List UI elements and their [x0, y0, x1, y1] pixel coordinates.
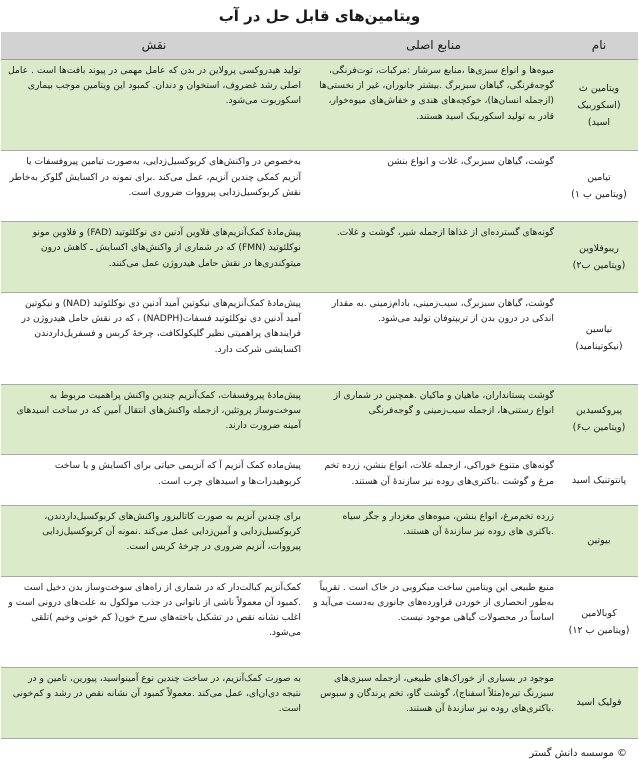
vitamin-alt-name: (ویتامین ب ۱۲) — [568, 624, 630, 636]
sources-cell: زرده تخم‌مرغ، انواع بنشن، میوه‌های مغزدار و جگر سیاه .باکتری های روده نیز سازندهٔ آن هستند. — [307, 505, 560, 576]
role-cell: تولید هیدروکسی پرولاین در بدن که عامل مهمی در پیوند بافت‌ها است . عامل اصلی رشد غضروف، استخوان و دندان. کمبود این ویتامین موجب بیماری اسکوربوت می‌شود. — [1, 60, 307, 151]
table-row — [1, 505, 638, 576]
vitamin-name: فولیک اسید — [576, 697, 622, 709]
vitamin-name: ویتامین ث — [578, 82, 620, 94]
vitamin-name-cell — [560, 222, 638, 293]
sources-cell: گوشت پستانداران، ماهیان و ماکیان .همچنین در شماری از انواع رستنی‌ها، ازجمله سیب‌زمینی و گوجه‌فرنگی — [307, 384, 560, 455]
sources-cell: موجود در بسیاری از خوراک‌های طبیعی، ازجمله سبزی‌های سبزرنگ تیره(مثلاً اسفناج)، گوشت گاو، تخم پرندگان و سبوس .باکتری‌های روده نیز سازندهٔ آن هستند. — [307, 668, 560, 739]
table-row — [1, 668, 638, 739]
vitamin-alt-name: (ویتامین ب۲) — [572, 260, 626, 272]
vitamin-name: پیروکسیدین — [575, 405, 623, 417]
vitamin-name-cell — [560, 505, 638, 576]
sources-cell: میوه‌ها و انواع سبزی‌ها ،منابع سرشار :مرکبات، توت‌فرنگی، گوجه‌فرنگی، گیاهان سبزبرگ .بیشتر جانوران، غیر از نخستی‌ها (ازجمله انسان‌ها)، خوکچه‌های هندی و خفاش‌های میوه‌خوار، قادر به تولید اسکوربیک اسید هستند. — [307, 60, 560, 151]
role-cell: پیش‌مادهٔ کمک‌آنزیم‌های فلاوین آدنین دی نوکلئوتید (FAD) و فلاوین مونو نوکلئوتید (FMN) که در شماری از واکنش‌های اکسایش ـ کاهش درون میتوکندری‌ها در نقش حامل هیدروژن عمل می‌کنند. — [1, 222, 307, 293]
role-cell: برای چندین آنزیم به صورت کاتالیزور واکنش‌های کربوکسیل‌داردندن، کربوکسیل‌زدایی و آمین‌زدایی عمل می‌کند .نمونه آن کربوکسیل‌زدایی پیرووات، آنزیم ضروری در چرخهٔ کربس است. — [1, 505, 307, 576]
vitamin-name-cell — [560, 384, 638, 455]
table-row — [1, 455, 638, 505]
role-cell: پیش‌مادهٔ پیروفسفات، کمک‌آنزیم چندین واکنش پراهمیت مربوط به سوخت‌وساز پروتئین، ازجمله واکنش‌های انتقال آمین که در ساخت اسیدهای آمینه ضرورت دارند. — [1, 384, 307, 455]
sources-cell: گوشت، گیاهان سبزبرگ، سیب‌زمینی، بادام‌زمینی .به مقدار اندکی در درون بدن از تریپتوفان تولید می‌شود. — [307, 293, 560, 384]
vitamin-name: بیوتین — [587, 535, 611, 547]
vitamin-alt-name: (نیکوتینامید) — [575, 341, 623, 353]
role-cell: پیش‌مادهٔ کمک‌آنزیم‌های نیکوتین آمید آدنین دی نوکلئوتید (NAD) و نیکوتین آمید آدنین دی نوکلئوتید فسفات(NADPH) ، که در نقش حامل هیدروژن در فرایندهای پراهمیتی نظیر گلیکولکافت، چرخهٔ کربس و فسفریل‌داردندن اکسایشی شرکت دارد. — [1, 293, 307, 384]
vitamin-name: کوبالامین — [581, 607, 617, 619]
vitamin-name-cell — [560, 668, 638, 739]
vitamin-alt-name: (ویتامین ب ۱) — [571, 189, 627, 201]
vitamin-name-cell — [560, 576, 638, 667]
vitamin-name: تیامین — [587, 172, 611, 184]
sources-cell: گونه‌های گسترده‌ای از غذاها ازجمله شیر، گوشت و غلات. — [307, 222, 560, 293]
role-cell: پیش‌ماده کمک آنزیم آ که آنزیمی حیاتی برای اکسایش و یا ساخت کربوهیدرات‌ها و اسیدهای چرب است. — [1, 455, 307, 505]
copyright-footer: © موسسه دانش گستر — [529, 748, 627, 759]
role-cell: به صورت کمک‌آنزیم، در ساخت چندین نوع آمینواسید، پیورین، تامین و در نتیجه دی‌ان‌ای، عمل می‌کند .معمولاً کمبود آن نشانه نقص در رشد و کم‌خونی است. — [1, 668, 307, 739]
sources-cell: گونه‌های متنوع خوراکی، ازجمله غلات، انواع بنشن، زرده تخم مرغ و گوشت .باکتری‌های روده نیز سازندهٔ آن هستند. — [307, 455, 560, 505]
role-cell: کمک‌آنزیم کبالت‌دار که در شماری از راه‌های سوخت‌وساز بدن دخیل است .کمبود آن معمولاً ناشی از ناتوانی در جذب مولکول به علت‌های درونی است و اغلب نشانه نقص در تشکیل یاخته‌های سرخ خون( کم خونی وخیم )تلقی می‌شود. — [1, 576, 307, 667]
sources-cell: منبع طبیعی این ویتامین ساخت میکروبی در خاک است . تقریباً به‌طور انحصاری از خوردن فراورده‌های جانوری به‌دست می‌آید و اساساً در محصولات گیاهی موجود نیست. — [307, 576, 560, 667]
vitamins-table — [1, 32, 638, 739]
role-cell: به‌خصوص در واکنش‌های کربوکسیل‌زدایی، به‌صورت تیامین پیروفسفات یا آنزیم کمکی چندین آنزیم، عمل می‌کند .برای نمونه در اکسایش گلوکز به‌خاطر نقش کربوکسیل‌زدایی پیرووات ضروری است. — [1, 151, 307, 222]
vitamin-name: نیاسین — [585, 324, 613, 336]
table-row — [1, 60, 638, 151]
vitamin-name-cell — [560, 151, 638, 222]
table-row — [1, 384, 638, 455]
table-row — [1, 293, 638, 384]
page-title: ویتامین‌های قابل حل در آب — [218, 7, 421, 25]
vitamin-name-cell — [560, 455, 638, 505]
table-row — [1, 222, 638, 293]
vitamin-alt-name: (ویتامین ب۶) — [572, 422, 626, 434]
table-row — [1, 576, 638, 667]
vitamin-name-cell — [560, 293, 638, 384]
header-sources: منابع اصلی — [307, 32, 560, 60]
header-name: نام — [560, 32, 638, 60]
header-role: نقش — [1, 32, 307, 60]
vitamin-name: پانتوتنیک اسید — [571, 474, 627, 486]
table-row — [1, 151, 638, 222]
sources-cell: گوشت، گیاهان سبزبرگ، غلات و انواع بنشن — [307, 151, 560, 222]
vitamin-name: ریبوفلاوین — [579, 243, 619, 255]
vitamin-name-cell — [560, 60, 638, 151]
vitamin-alt-name: (اسکوربیک اسید) — [577, 99, 621, 128]
table-header-row — [1, 32, 638, 60]
